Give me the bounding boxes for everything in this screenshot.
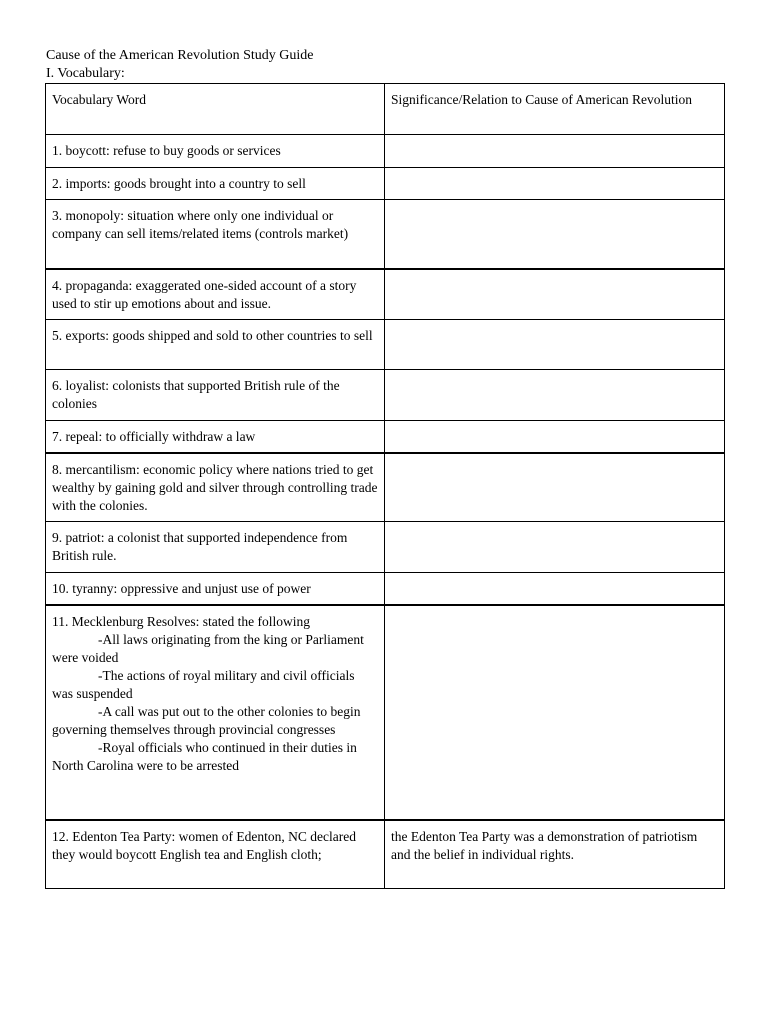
resolve-point: -The actions of royal military and civil officials was suspended <box>52 668 355 701</box>
significance-cell[interactable] <box>385 319 725 369</box>
term-cell: 10. tyranny: oppressive and unjust use of power <box>46 573 385 606</box>
table-row <box>46 200 725 269</box>
significance-cell[interactable] <box>385 420 725 453</box>
header-significance: Significance/Relation to Cause of American Revolution <box>385 84 725 135</box>
term-heading: 11. Mecklenburg Resolves: stated the following <box>52 614 310 629</box>
resolve-point: -A call was put out to the other colonies to begin governing themselves through provincial congresses <box>52 704 361 737</box>
table-row <box>46 269 725 320</box>
term-cell: 1. boycott: refuse to buy goods or services <box>46 135 385 168</box>
term-cell: 9. patriot: a colonist that supported independence from British rule. <box>46 522 385 573</box>
section-heading: I. Vocabulary: <box>46 66 125 81</box>
table-row <box>46 319 725 369</box>
table-row <box>46 605 725 820</box>
significance-cell[interactable] <box>385 605 725 820</box>
significance-cell[interactable] <box>385 522 725 573</box>
table-row <box>46 453 725 522</box>
vocabulary-table <box>45 83 725 889</box>
table-row <box>46 168 725 200</box>
significance-cell[interactable] <box>385 573 725 606</box>
term-cell: 8. mercantilism: economic policy where nations tried to get wealthy by gaining gold and silver through controlling trade with the colonies. <box>46 453 385 522</box>
significance-cell[interactable]: the Edenton Tea Party was a demonstration of patriotism and the belief in individual rights. <box>385 820 725 888</box>
significance-cell[interactable] <box>385 168 725 200</box>
term-cell: 3. monopoly: situation where only one individual or company can sell items/related items (controls market) <box>46 200 385 269</box>
table-row <box>46 573 725 606</box>
significance-cell[interactable] <box>385 269 725 320</box>
term-cell <box>46 605 385 820</box>
resolve-point: -Royal officials who continued in their duties in North Carolina were to be arrested <box>52 740 357 773</box>
significance-cell[interactable] <box>385 135 725 168</box>
document-title: Cause of the American Revolution Study Guide <box>46 48 314 63</box>
term-cell: 6. loyalist: colonists that supported British rule of the colonies <box>46 369 385 420</box>
table-row <box>46 135 725 168</box>
significance-cell[interactable] <box>385 453 725 522</box>
term-cell: 5. exports: goods shipped and sold to other countries to sell <box>46 319 385 369</box>
table-row <box>46 369 725 420</box>
document-header <box>46 47 314 83</box>
term-cell: 4. propaganda: exaggerated one-sided account of a story used to stir up emotions about and issue. <box>46 269 385 320</box>
significance-cell[interactable] <box>385 369 725 420</box>
header-vocabulary-word: Vocabulary Word <box>46 84 385 135</box>
term-cell: 7. repeal: to officially withdraw a law <box>46 420 385 453</box>
table-row <box>46 420 725 453</box>
significance-cell[interactable] <box>385 200 725 269</box>
term-cell: 12. Edenton Tea Party: women of Edenton, NC declared they would boycott English tea and English cloth; <box>46 820 385 888</box>
resolve-point: -All laws originating from the king or Parliament were voided <box>52 632 364 665</box>
table-row <box>46 522 725 573</box>
table-header-row <box>46 84 725 135</box>
table-row <box>46 820 725 888</box>
term-cell: 2. imports: goods brought into a country to sell <box>46 168 385 200</box>
